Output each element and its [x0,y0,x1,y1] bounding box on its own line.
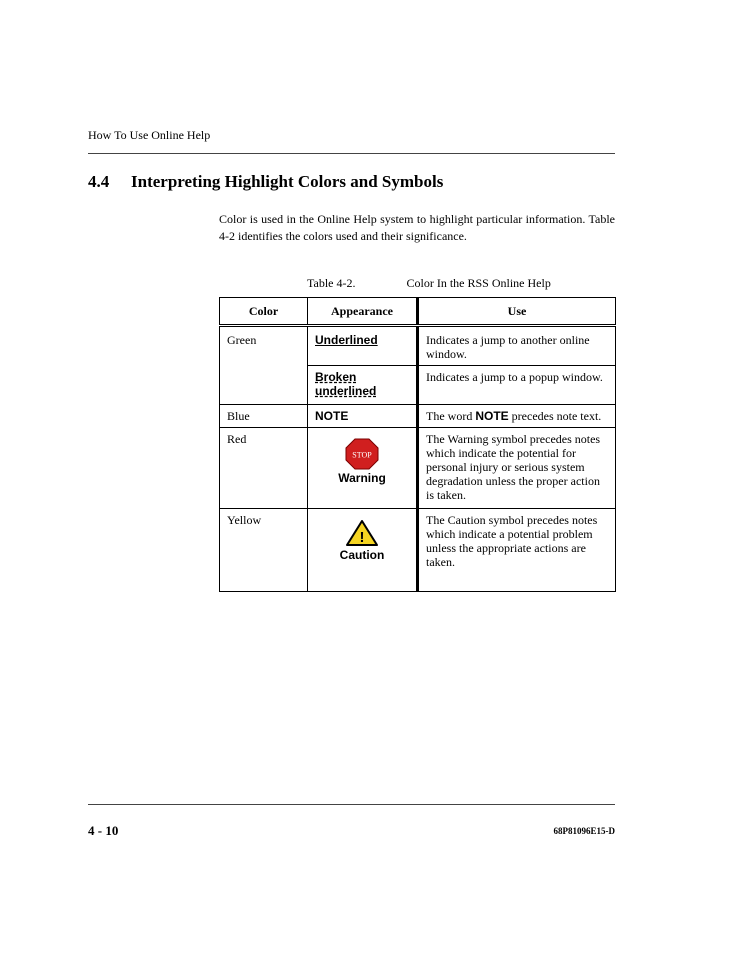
table-header-row [220,298,616,326]
table-row-red [220,428,616,509]
warning-symbol [315,432,409,485]
cell-use-underlined: Indicates a jump to another online window. [418,326,616,366]
cell-use-caution: The Caution symbol precedes notes which indicate a potential problem unless the appropriate actions are taken. [418,509,616,592]
cell-appearance-caution [308,509,418,592]
cell-color-yellow: Yellow [220,509,308,592]
cell-use-warning: The Warning symbol precedes notes which indicate the potential for personal injury or serious system degradation unless the proper action is taken. [418,428,616,509]
note-use-suffix: precedes note text. [508,409,602,423]
cell-color-blue: Blue [220,405,308,428]
stop-sign-text: STOP [352,450,372,460]
header-color: Color [220,298,308,326]
header-rule [88,153,615,154]
document-id: 68P81096E15-D [553,826,615,836]
cell-appearance-note [308,405,418,428]
cell-appearance-broken-underlined [308,366,418,405]
table-row-yellow [220,509,616,592]
table-caption-number: Table 4-2. [307,276,356,290]
underlined-sample: Underlined [315,333,378,347]
footer-rule [88,804,615,805]
caution-label: Caution [339,548,385,562]
table-caption-title: Color In the RSS Online Help [406,276,551,290]
table-row-green-1 [220,326,616,366]
color-table [219,297,616,592]
cell-appearance-underlined [308,326,418,366]
note-use-keyword: NOTE [475,409,509,423]
cell-color-green: Green [220,326,308,405]
header-appearance: Appearance [308,298,418,326]
stop-sign-icon [345,438,379,470]
table-caption [307,276,551,291]
section-title: Interpreting Highlight Colors and Symbols [131,172,444,191]
intro-paragraph: Color is used in the Online Help system to highlight particular information. Table 4-2 identifies the colors used and their significance. [219,212,615,243]
broken-underlined-sample: Broken underlined [315,370,377,398]
cell-use-note [418,405,616,428]
cell-use-broken-underlined: Indicates a jump to a popup window. [418,366,616,405]
page-number: 4 - 10 [88,823,119,838]
caution-triangle-icon [345,519,379,547]
running-header: How To Use Online Help [88,128,211,142]
note-sample: NOTE [315,409,349,423]
header-use: Use [418,298,616,326]
section-number: 4.4 [88,172,110,191]
caution-mark-text: ! [359,529,365,546]
caution-symbol [315,513,409,562]
cell-color-red: Red [220,428,308,509]
warning-label: Warning [338,471,386,485]
note-use-prefix: The word [426,409,476,423]
cell-appearance-warning [308,428,418,509]
table-row-blue [220,405,616,428]
